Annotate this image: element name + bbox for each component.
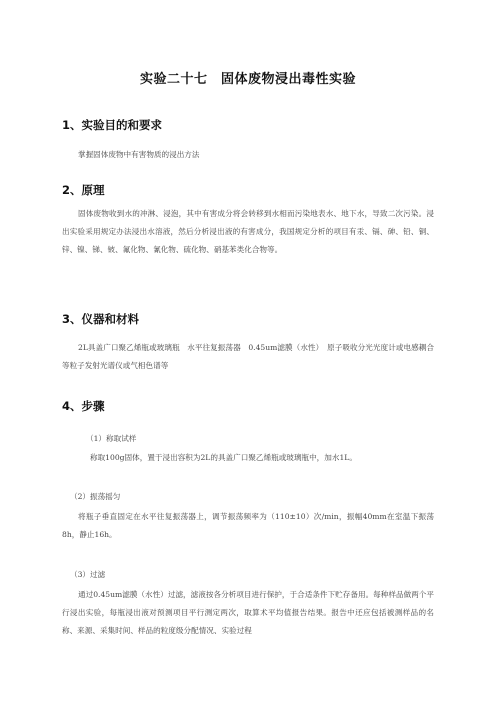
step-label-shake: （2）振荡摇匀	[70, 492, 121, 501]
section-text-purpose: 掌握固体废物中有害物质的浸出方法	[78, 150, 200, 159]
section-heading-procedure: 4、步骤	[62, 399, 105, 413]
document-title: 实验二十七 固体废物浸出毒性实验	[139, 72, 356, 87]
section-heading-principle: 2、原理	[62, 183, 105, 197]
step-text-filter: 通过0.45um滤膜（水性）过滤，滤液按各分析项目进行保护，于合适条件下贮存备用。每种样品做两个平行浸出实验，每瓶浸出液对预测项目平行测定两次，取算术平均值报告结果。报告中还应包括被测样品的名称、来源、采集时间、样品的粒度级分配情况、实验过程	[62, 590, 434, 635]
section-text-equipment: 2L具盖广口聚乙烯瓶或玻璃瓶 水平往复振荡器 0.45um滤膜（水性） 原子吸收分光光度计或电感耦合等粒子发射光谱仪或气相色谱等	[62, 343, 434, 370]
section-heading-equipment: 3、仪器和材料	[62, 312, 140, 326]
step-label-weigh: （1）称取试样	[86, 434, 137, 443]
step-text-weigh: 称取100g固体，置于浸出容积为2L的具盖广口聚乙烯瓶或玻璃瓶中，加水1L。	[90, 453, 357, 462]
section-text-principle: 固体废物收到水的冲淋、浸泡，其中有害成分将会转移到水相而污染地表水、地下水，导致二次污染。浸出实验采用规定办法浸出水溶液，然后分析浸出液的有害成分，我国规定分析的项目有汞、镉、砷、铅、铜、锌、镍、锑、铍、氟化物、氰化物、硫化物、硝基苯类化合物等。	[62, 209, 434, 254]
section-heading-purpose: 1、实验目的和要求	[62, 118, 163, 132]
step-text-shake: 将瓶子垂直固定在水平往复振荡器上，调节振荡频率为（110±10）次/min，振幅40mm在室温下振荡8h，静止16h。	[62, 512, 434, 539]
step-label-filter: （3）过滤	[70, 570, 106, 579]
